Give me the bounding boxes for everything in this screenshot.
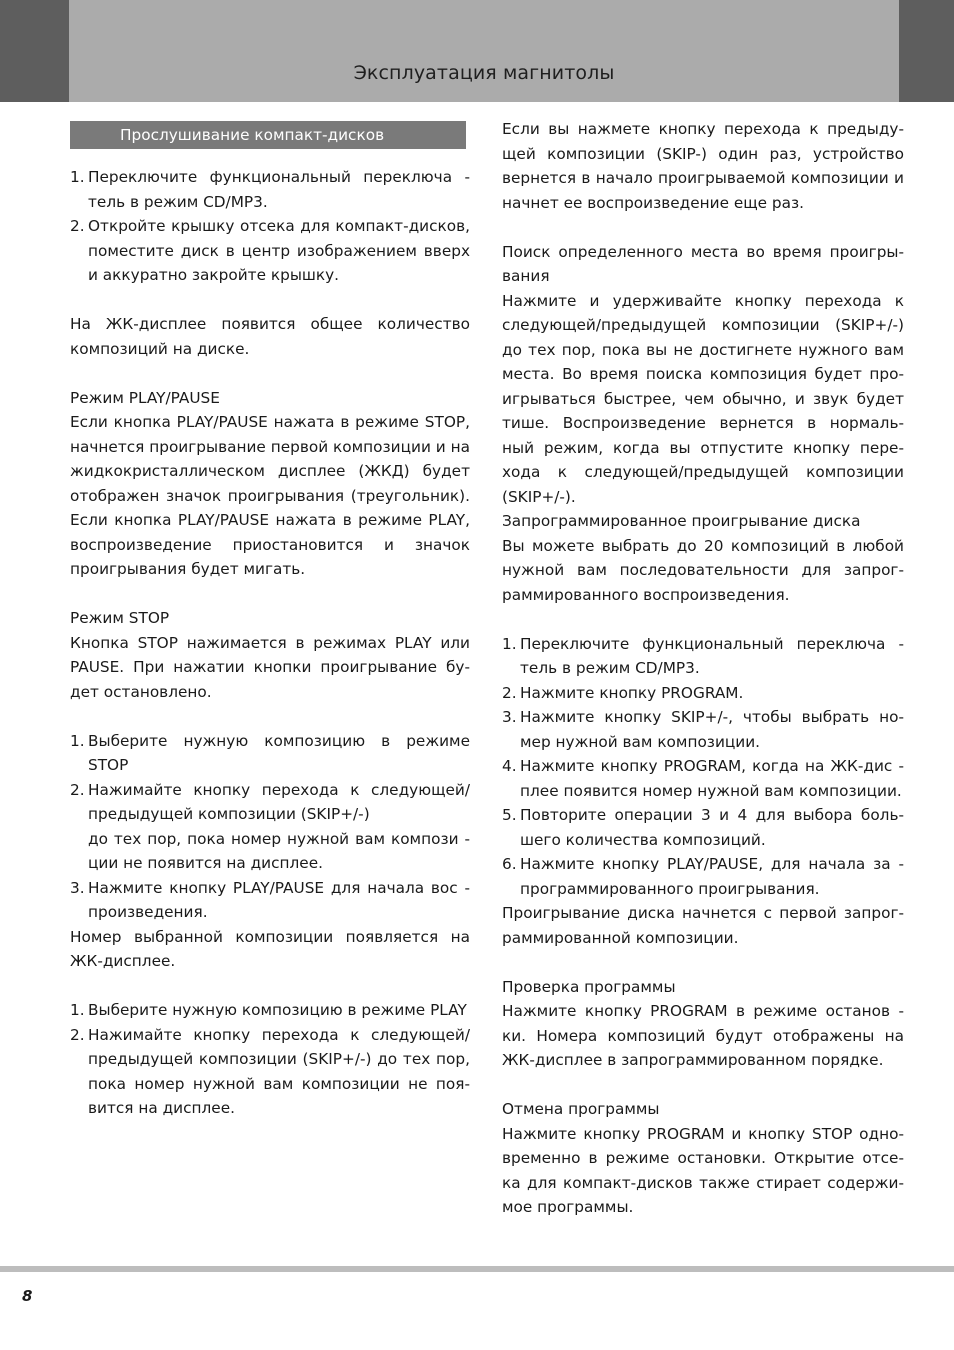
list-item-number: 1. bbox=[70, 731, 85, 750]
list-item-text: Выберите нужную композицию в режиме PLAY bbox=[88, 1001, 467, 1019]
list-item-number: 1. bbox=[70, 1001, 85, 1019]
list-item bbox=[70, 1023, 470, 1121]
section-title-bar: Прослушивание компакт-дисков bbox=[70, 121, 466, 149]
left-column bbox=[70, 117, 470, 1121]
list-item-number: 2. bbox=[70, 780, 85, 799]
list-item-text: Нажмите кнопку PROGRAM, когда на ЖК-дис - плее появится номер нужной вам композиции. bbox=[520, 757, 904, 800]
program-heading: Запрограммированное проигрывание диска bbox=[502, 512, 861, 530]
page-number: 8 bbox=[22, 1287, 33, 1305]
right-column bbox=[502, 117, 904, 1220]
list-item-text: Переключите функциональный переключа - тель в режим CD/MP3. bbox=[520, 634, 904, 677]
list-item-number: 3. bbox=[502, 708, 517, 726]
list-item-number: 2. bbox=[70, 217, 85, 235]
list-item-number: 1. bbox=[502, 634, 517, 653]
list-item-number: 2. bbox=[70, 1025, 85, 1044]
play-pause-heading: Режим PLAY/PAUSE bbox=[70, 388, 220, 407]
lcd-note: На ЖК-дисплее появится общее количество композиций на диске. bbox=[70, 315, 470, 358]
page-title: Эксплуатация магнитолы bbox=[353, 62, 615, 84]
list-item-number: 3. bbox=[70, 878, 85, 897]
number-note: Номер выбранной композиции появляется на ЖК-дисплее. bbox=[70, 927, 470, 970]
list-item-text: Нажимайте кнопку перехода к следующей/ предыдущей композиции (SKIP+/-) bbox=[88, 780, 470, 823]
list-item-number: 5. bbox=[502, 806, 517, 824]
list-item-text: Откройте крышку отсека для компакт-дисков, поместите диск в центр изображением вверх и аккуратно закройте крышку. bbox=[88, 217, 470, 284]
list-item-text: Нажмите кнопку PLAY/PAUSE для начала вос - произведения. bbox=[88, 878, 470, 921]
play-pause-text: Если кнопка PLAY/PAUSE нажата в режиме STOP, начнется проигрывание первой композиции и на жидкокристаллическом дисплее (ЖКД) будет отображен значок проигрывания (треугольник). Если кнопка PLAY/PAUSE нажата в режиме PLAY, воспроизведение приостановится и значок проигрывания будет мигать. bbox=[70, 413, 470, 578]
list-item bbox=[502, 754, 904, 803]
list-item bbox=[70, 778, 470, 827]
list-item bbox=[502, 705, 904, 754]
stop-heading: Режим STOP bbox=[70, 609, 170, 627]
search-heading: Поиск определенного места во время проигры- вания bbox=[502, 242, 904, 285]
list-item-text: Выберите нужную композицию в режиме STOP bbox=[88, 731, 470, 774]
list-item-text: Повторите операции 3 и 4 для выбора боль- шего количества композиций. bbox=[520, 806, 904, 849]
list-item-text: Нажмите кнопку PROGRAM. bbox=[520, 683, 744, 702]
skip-back-text: Если вы нажмете кнопку перехода к предыду- щей композиции (SKIP-) один раз, устройство вернется в начало проигрываемой композиции и начнет ее воспроизведение еще раз. bbox=[502, 120, 904, 212]
list-item-continuation: до тех пор, пока номер нужной вам компози - ции не появится на дисплее. bbox=[88, 829, 470, 872]
list-item bbox=[70, 214, 470, 288]
list-item bbox=[502, 632, 904, 681]
list-item bbox=[70, 876, 470, 925]
footer-rule bbox=[0, 1266, 954, 1272]
stop-text: Кнопка STOP нажимается в режимах PLAY или PAUSE. При нажатии кнопки проигрывание бу- дет остановлено. bbox=[70, 633, 470, 701]
cancel-heading: Отмена программы bbox=[502, 1100, 660, 1118]
list-item-text: Нажмите кнопку PLAY/PAUSE, для начала за - программированного проигрывания. bbox=[520, 855, 904, 898]
cancel-text: Нажмите кнопку PROGRAM и кнопку STOP одно- временно в режиме остановки. Открытие отсе- ка для компакт-дисков также стирает содержи- мое программы. bbox=[502, 1124, 904, 1216]
header-band bbox=[69, 0, 899, 102]
list-item-number: 4. bbox=[502, 757, 517, 775]
list-item bbox=[70, 729, 470, 778]
list-item-number: 1. bbox=[70, 168, 85, 186]
list-item bbox=[70, 998, 470, 1023]
program-text: Вы можете выбрать до 20 композиций в любой нужной вам последовательности для запрог- раммированного воспроизведения. bbox=[502, 536, 904, 604]
list-item bbox=[502, 803, 904, 852]
header-dark-block-left bbox=[0, 0, 69, 102]
check-text: Нажмите кнопку PROGRAM в режиме останов - ки. Номера композиций будут отображены на ЖК-дисплее в запрограммированном порядке. bbox=[502, 1002, 904, 1069]
list-item-text: Переключите функциональный переключа - тель в режим CD/MP3. bbox=[88, 168, 470, 211]
list-item bbox=[502, 681, 904, 706]
check-heading: Проверка программы bbox=[502, 977, 676, 996]
list-item-text: Нажимайте кнопку перехода к следующей/ предыдущей композиции (SKIP+/-) до тех пор, пока номер нужной вам композиции не поя- вится на дисплее. bbox=[88, 1025, 470, 1117]
program-start-text: Проигрывание диска начнется с первой запрог- раммированной композиции. bbox=[502, 904, 904, 947]
list-item-number: 2. bbox=[502, 683, 517, 702]
list-item-text: Нажмите кнопку SKIP+/-, чтобы выбрать но- мер нужной вам композиции. bbox=[520, 708, 904, 751]
list-item bbox=[502, 852, 904, 901]
list-item bbox=[70, 165, 470, 214]
search-text: Нажмите и удерживайте кнопку перехода к следующей/предыдущей композиции (SKIP+/-) до тех пор, пока вы не достигнете нужного вам места. Во время поиска композиция будет про- игрываться быстрее, чем обычно, и звук будет тише. Воспроизведение вернется в нормаль- ный режим, когда вы отпустите кнопку пере- хода к следующей/предыдущей композиции (SKIP+/-). bbox=[502, 291, 904, 506]
header-dark-block-right bbox=[899, 0, 954, 102]
list-item-number: 6. bbox=[502, 855, 517, 873]
